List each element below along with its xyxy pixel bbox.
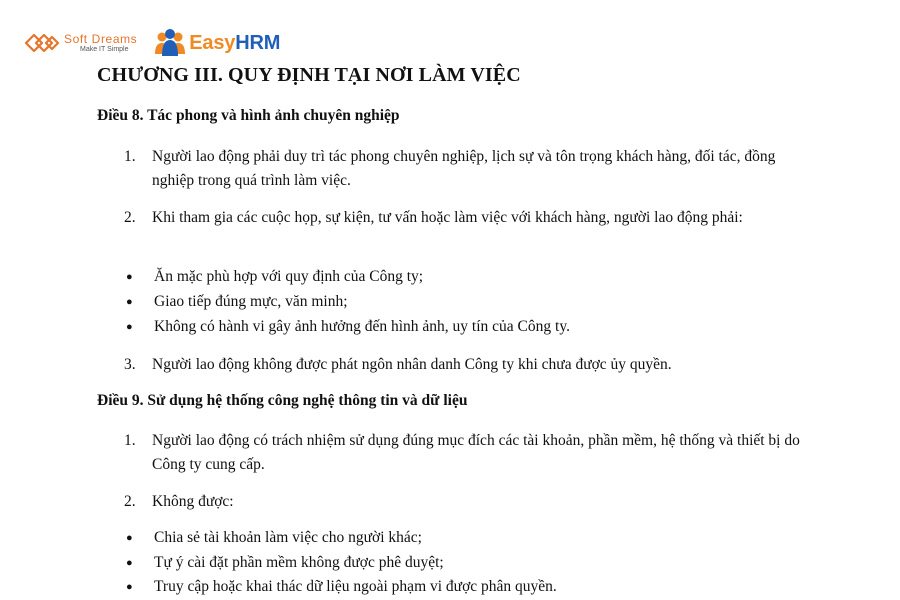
article-8-title: Điều 8. Tác phong và hình ảnh chuyên nghiệp [97,107,400,124]
softdreams-tagline: Make IT Simple [80,46,129,53]
item-number: 2. [124,493,136,510]
item-text: Người lao động phải duy trì tác phong chuyên nghiệp, lịch sự và tôn trọng khách hàng, đối tác, đồng nghiệp trong quá trình làm việc. [152,148,776,189]
easyhrm-wordmark [189,32,280,55]
item-number: 1. [124,432,136,449]
article-9-item-2 [124,490,814,514]
article-9-bullet-2 [124,552,814,574]
item-number: 3. [124,356,136,373]
bullet-text: Không có hành vi gây ảnh hưởng đến hình ảnh, uy tín của Công ty. [154,318,570,335]
article-8-bullet-3 [124,316,814,338]
bullet-icon: ● [126,321,133,333]
header-logos [22,26,280,60]
softdreams-logo [22,27,137,59]
easyhrm-hrm: HRM [235,31,281,54]
bullet-text: Giao tiếp đúng mực, văn minh; [154,293,348,310]
easyhrm-people-icon [153,28,187,58]
easyhrm-logo [153,28,280,58]
bullet-text: Ăn mặc phù hợp với quy định của Công ty; [154,268,424,285]
softdreams-name: Soft Dreams [64,32,138,46]
item-number: 2. [124,209,136,226]
article-8-item-1 [124,145,814,193]
softdreams-logo-icon [22,27,62,59]
item-text: Người lao động không được phát ngôn nhân danh Công ty khi chưa được ủy quyền. [152,356,672,373]
bullet-text: Truy cập hoặc khai thác dữ liệu ngoài phạm vi được phân quyền. [154,578,557,595]
item-text: Không được: [152,493,234,510]
bullet-icon: ● [126,532,133,544]
bullet-icon: ● [126,581,133,593]
easyhrm-easy: Easy [189,31,236,54]
article-8-item-3 [124,353,814,377]
article-9-bullet-3 [124,576,814,598]
bullet-icon: ● [126,271,133,283]
article-8-bullet-1 [124,266,814,288]
article-9-item-1 [124,429,814,477]
article-9-title: Điều 9. Sử dụng hệ thống công nghệ thông tin và dữ liệu [97,392,468,409]
item-text: Người lao động có trách nhiệm sử dụng đúng mục đích các tài khoản, phần mềm, hệ thống và thiết bị do Công ty cung cấp. [152,432,800,473]
bullet-icon: ● [126,557,133,569]
bullet-text: Tự ý cài đặt phần mềm không được phê duyệt; [154,554,444,571]
article-9-bullet-1 [124,527,814,549]
bullet-icon: ● [126,296,133,308]
item-number: 1. [124,148,136,165]
bullet-text: Chia sẻ tài khoản làm việc cho người khác; [154,529,422,546]
item-text: Khi tham gia các cuộc họp, sự kiện, tư vấn hoặc làm việc với khách hàng, người lao động phải: [152,209,743,226]
article-8-bullet-2 [124,291,814,313]
article-8-item-2 [124,206,814,230]
chapter-title: CHƯƠNG III. QUY ĐỊNH TẠI NƠI LÀM VIỆC [97,64,521,86]
